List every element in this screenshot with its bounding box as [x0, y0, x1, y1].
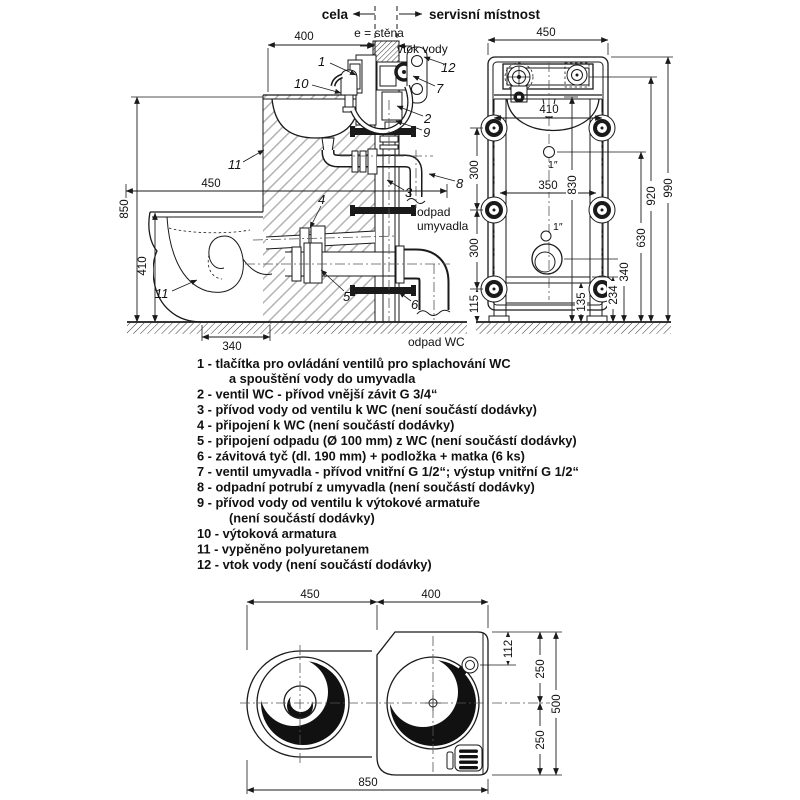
tap-body — [341, 70, 357, 95]
legend-line-3: 3 - přívod vody od ventilu k WC (není součástí dodávky) — [197, 402, 537, 417]
legend-line-4: 4 - připojení k WC (není součástí dodávky) — [197, 417, 455, 433]
wc-waste-break-mask — [417, 310, 452, 319]
dim-234-label: 234 — [608, 285, 620, 305]
valve-lower-body — [382, 92, 402, 120]
basin-drain-port — [544, 147, 555, 158]
wc-waste-coupling — [396, 246, 404, 283]
callout-10: 10 — [294, 76, 309, 91]
plan-dim-450-label: 450 — [300, 589, 320, 601]
rod-1-nut-left — [350, 126, 355, 137]
drain-coupling-ring-1 — [352, 151, 358, 172]
wc-drain-opening-inner — [535, 252, 555, 272]
wc-drain-label: odpad WC — [408, 335, 465, 349]
dim-450-front-label: 450 — [536, 27, 556, 39]
wc-water-port — [541, 231, 551, 241]
dim-350-label: 350 — [538, 180, 558, 192]
dim-115-label: 115 — [469, 294, 481, 314]
grille-slot-1 — [459, 750, 478, 753]
tap-plan-outer — [462, 657, 478, 673]
threaded-rod-3 — [353, 287, 413, 294]
plan-dim-850-label: 850 — [358, 777, 378, 789]
grille-slot-4 — [459, 766, 478, 769]
dim-630-label: 630 — [636, 228, 648, 248]
water-inlet-label: vtok vody — [397, 42, 448, 56]
plan-dim-250a-label: 250 — [535, 659, 547, 679]
dim-300b-label: 300 — [469, 238, 481, 258]
dim-990-label: 990 — [663, 178, 675, 198]
dim-410-label: 410 — [137, 256, 149, 276]
legend-line-9: 9 - přívod vody od ventilu k výtokové armatuře — [197, 495, 481, 510]
wc-body-fill — [149, 212, 263, 322]
port-1inch-top-label: 1″ — [548, 159, 558, 171]
drain-coupling-ring-2 — [360, 151, 366, 172]
inlet-port-bottom — [412, 84, 423, 95]
callout-11-upper-leader — [243, 150, 264, 162]
grille-slot-3 — [459, 761, 478, 764]
dim-920-label: 920 — [646, 186, 658, 206]
legend-line-1b: a spouštění vody do umyvadla — [229, 371, 416, 386]
port-1inch-mid-label: 1″ — [553, 221, 563, 233]
callout-7: 7 — [436, 81, 444, 96]
callout-8: 8 — [456, 176, 464, 191]
callout-1: 1 — [318, 54, 326, 69]
callout-4: 4 — [318, 192, 326, 207]
ground-hatch-right — [476, 323, 671, 334]
plan-dim-250b-label: 250 — [535, 730, 547, 750]
inlet-port-top — [412, 56, 423, 67]
dim-400-label: 400 — [294, 31, 314, 43]
dim-340-label: 340 — [222, 341, 242, 353]
bolt-mid-left — [481, 197, 507, 223]
callout-9: 9 — [423, 125, 431, 140]
legend-line-2: 2 - ventil WC - přívod vnější závit G 3/4“ — [197, 386, 438, 402]
legend-line-8: 8 - odpadní potrubí z umyvadla (není součástí dodávky) — [197, 479, 535, 495]
wc-inner-highlight — [290, 690, 312, 712]
basin-drain-label-1: odpad — [417, 205, 451, 219]
callout-11-upper: 11 — [228, 157, 242, 172]
callout-2: 2 — [424, 111, 432, 126]
grille-side-slot — [447, 752, 453, 769]
foot-right — [587, 316, 607, 322]
callout-3: 3 — [405, 185, 413, 200]
dim-410-front-label: 410 — [539, 104, 559, 116]
service-room-label: servisní místnost — [429, 7, 541, 22]
callout-12: 12 — [441, 60, 456, 75]
wall-thickness-label: e = stěna — [354, 26, 404, 40]
drain-coupling-ring-3 — [368, 149, 377, 174]
bolt-top-left — [481, 115, 507, 141]
dim-850-label: 850 — [119, 199, 131, 219]
legend-line-12: 12 - vtok vody (není součástí dodávky) — [197, 557, 432, 572]
wc-outlet-coupling-2 — [304, 243, 322, 283]
dim-340f-label: 340 — [619, 262, 631, 282]
threaded-rod-2 — [353, 207, 413, 214]
grille-slot-2 — [459, 755, 478, 758]
wc-drain-opening-outer — [532, 244, 562, 274]
basin-valve-center — [402, 70, 406, 74]
plan-view — [240, 589, 563, 794]
plan-dim-500-label: 500 — [551, 694, 563, 714]
callout-6: 6 — [411, 297, 419, 312]
basin-bowl-highlight — [388, 657, 458, 727]
ground-hatch-left — [127, 323, 467, 334]
rod-3-nut-left — [350, 285, 355, 296]
legend-line-11: 11 - vypěněno polyuretanem — [197, 541, 370, 557]
legend-line-9b: (není součástí dodávky) — [229, 510, 375, 526]
bolt-top-right — [589, 115, 615, 141]
rod-2-nut-left — [350, 205, 355, 216]
legend — [197, 356, 579, 572]
tap-stem — [345, 95, 353, 107]
callout-10-leader — [312, 85, 341, 93]
dim-300a-label: 300 — [469, 160, 481, 180]
legend-line-10: 10 - výtoková armatura — [197, 526, 337, 541]
legend-line-7: 7 - ventil umyvadla - přívod vnitřní G 1/2“; výstup vnitřní G 1/2“ — [197, 464, 579, 479]
rod-2-nut-right — [411, 205, 416, 216]
callout-8-leader — [429, 174, 455, 181]
dim-135-label: 135 — [576, 292, 588, 312]
cell-side-label: cela — [321, 7, 348, 22]
basin-drain-label-2: umyvadla — [417, 219, 469, 233]
legend-line-6: 6 - závitová tyč (dl. 190 mm) + podložka + matka (6 ks) — [197, 448, 525, 464]
callout-11-lower: 11 — [155, 286, 169, 301]
basin-drain-fitting — [322, 138, 334, 152]
rod-3-nut-right — [411, 285, 416, 296]
bolt-bottom-left — [481, 276, 507, 302]
dim-450-elev-label: 450 — [201, 178, 221, 190]
plan-dim-400-label: 400 — [421, 589, 441, 601]
foot-left — [489, 316, 509, 322]
legend-line-1: 1 - tlačítka pro ovládání ventilů pro splachování WC — [197, 356, 511, 371]
callout-5: 5 — [343, 289, 351, 304]
legend-line-5: 5 - připojení odpadu (Ø 100 mm) z WC (není součástí dodávky) — [197, 433, 577, 448]
dim-830-label: 830 — [567, 175, 579, 195]
right-valve-center — [576, 74, 579, 77]
side-elevation-view — [119, 31, 469, 353]
front-view — [469, 27, 675, 334]
bolt-mid-right — [589, 197, 615, 223]
plan-dim-112-label: 112 — [503, 639, 515, 659]
